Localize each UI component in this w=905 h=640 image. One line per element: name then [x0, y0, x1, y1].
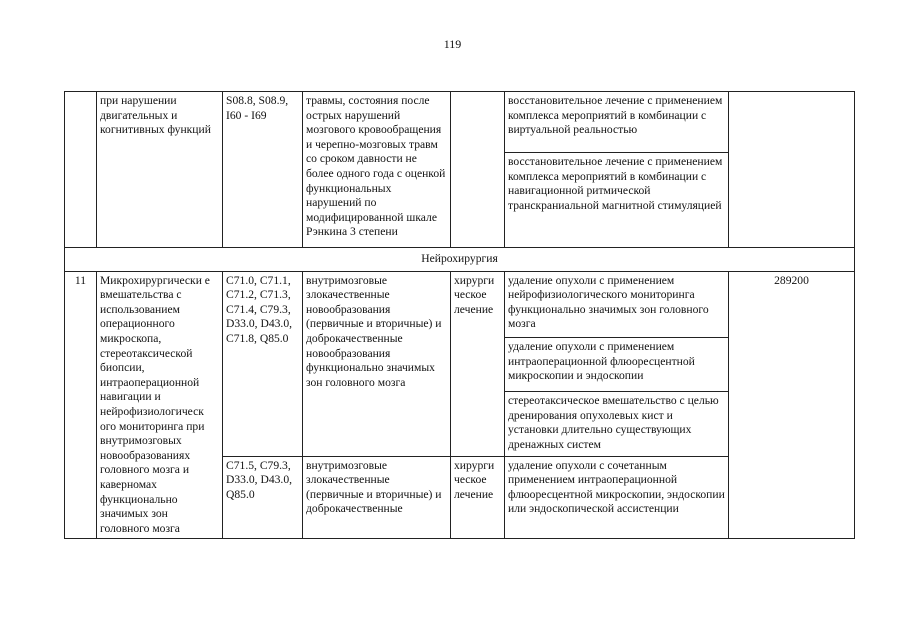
price-cell: [729, 92, 855, 248]
treatment-method-cell: удаление опухоли с сочетанным применением интраоперационной флюоресцентной микроскопии, эндоскопии или эндоскопической ассистенции: [505, 456, 729, 539]
icd-codes-cell: S08.8, S08.9, I60 - I69: [223, 92, 303, 248]
table-row: [65, 92, 855, 153]
section-title: Нейрохирургия: [65, 248, 855, 272]
treatment-method-cell: восстановительное лечение с применением комплекса мероприятий в комбинации с виртуальной реальностью: [505, 92, 729, 153]
row-number-cell: 11: [65, 271, 97, 539]
icd-codes-cell: C71.0, C71.1, C71.2, C71.3, C71.4, C79.3, D33.0, D43.0, C71.8, Q85.0: [223, 271, 303, 456]
treatment-type-cell: [451, 92, 505, 248]
page-number: 119: [443, 37, 462, 51]
treatment-type-cell: хирурги ческое лечение: [451, 456, 505, 539]
treatment-method-cell: стереотаксическое вмешательство с целью дренирования опухолевых кист и установки длительно существующих дренажных систем: [505, 391, 729, 456]
icd-codes-cell: C71.5, C79.3, D33.0, D43.0, Q85.0: [223, 456, 303, 539]
table-row: [65, 271, 855, 337]
care-name-cell: Микрохирургически е вмешательства с использованием операционного микроскопа, стереотаксической биопсии, интраоперационной навигации и нейрофизиологическ ого мониторинга при внутримозговых новообразованиях головного мозга и каверномах функционально значимых зон головного мозга: [97, 271, 223, 539]
treatment-method-cell: удаление опухоли с применением нейрофизиологического мониторинга функционально значимых зон головного мозга: [505, 271, 729, 337]
care-name-cell: при нарушении двигательных и когнитивных функций: [97, 92, 223, 248]
row-number-cell: [65, 92, 97, 248]
treatment-method-cell: восстановительное лечение с применением комплекса мероприятий в комбинации с навигационной ритмической транскраниальной магнитной стимуляцией: [505, 153, 729, 248]
patient-model-cell: внутримозговые злокачественные (первичные и вторичные) и доброкачественные: [303, 456, 451, 539]
treatment-type-cell: хирурги ческое лечение: [451, 271, 505, 456]
treatment-method-cell: удаление опухоли с применением интраоперационной флюоресцентной микроскопии и эндоскопии: [505, 337, 729, 391]
price-cell: 289200: [729, 271, 855, 539]
patient-model-cell: травмы, состояния после острых нарушений мозгового кровообращения и черепно-мозговых травм со сроком давности не более одного года с оценкой функциональных нарушений по модифицированной шкале Рэнкина 3 степени: [303, 92, 451, 248]
medical-care-table: [64, 91, 855, 539]
patient-model-cell: внутримозговые злокачественные новообразования (первичные и вторичные) и доброкачественные новообразования функционально значимых зон головного мозга: [303, 271, 451, 456]
section-row: [65, 248, 855, 272]
